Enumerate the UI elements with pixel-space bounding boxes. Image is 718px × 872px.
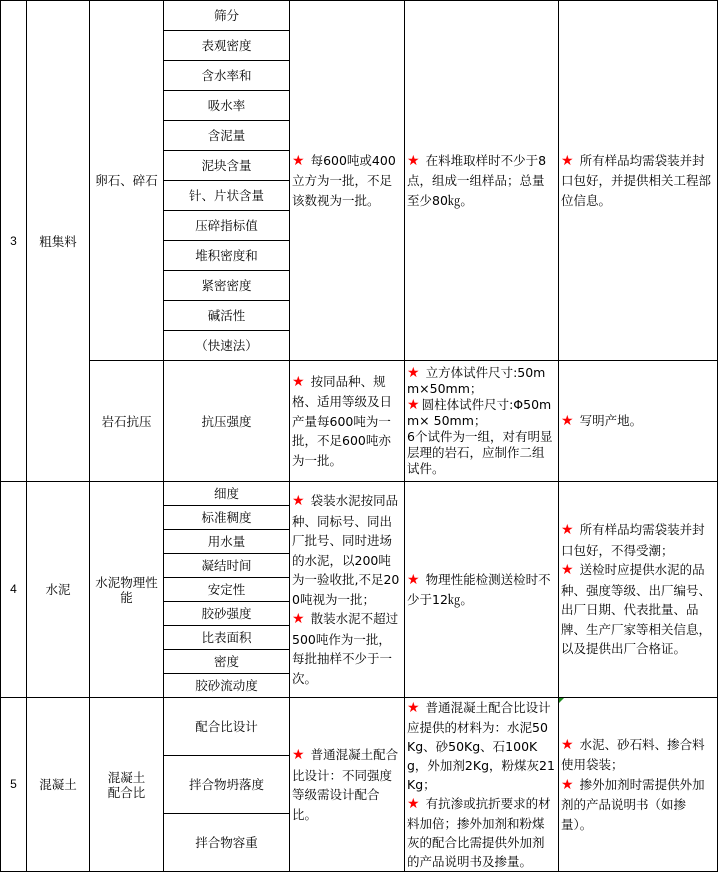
sampling-text: 圆柱体试件尺寸:Φ50mm× 50mm；	[407, 397, 552, 428]
sampling-text: 有抗渗或抗折要求的材料加倍；掺外加剂和粉煤灰的配合比需提供外加剂的产品说明书及掺量。	[407, 796, 551, 869]
batch-rule-cell	[290, 361, 405, 482]
comment-indicator-icon[interactable]	[559, 698, 564, 703]
test-item: 针、片状含量	[164, 181, 290, 211]
star-icon: ★	[561, 736, 574, 753]
notes-cell	[559, 698, 718, 872]
category-name: 水泥	[27, 482, 90, 698]
sampling-text: 在料堆取样时不少于8点，组成一组样品；总量至少80㎏。	[407, 152, 547, 208]
star-icon: ★	[407, 397, 420, 413]
seq-number: 4	[1, 482, 27, 698]
star-icon: ★	[407, 796, 420, 812]
test-item: 吸水率	[164, 91, 290, 121]
star-icon: ★	[292, 373, 305, 390]
sampling-cell	[405, 1, 559, 361]
group-name: 水泥物理性能	[90, 482, 164, 698]
test-item: 用水量	[164, 530, 290, 554]
test-item: 胶砂强度	[164, 602, 290, 626]
star-icon: ★	[561, 522, 574, 539]
notes-text: 掺外加剂时需提供外加剂的产品说明书（如掺量）。	[561, 776, 705, 832]
star-icon: ★	[561, 562, 574, 579]
table-row	[1, 361, 718, 482]
category-name: 混凝土	[27, 698, 90, 872]
table-row	[1, 1, 718, 31]
test-item: 安定性	[164, 578, 290, 602]
test-item: 含水率和	[164, 61, 290, 91]
sampling-cell	[405, 698, 559, 872]
test-item: 拌合物容重	[164, 814, 290, 872]
notes-text: 写明产地。	[579, 412, 643, 428]
star-icon: ★	[292, 493, 305, 509]
table-row	[1, 698, 718, 756]
star-icon: ★	[292, 611, 305, 627]
test-item: 压碎指标值	[164, 211, 290, 241]
batch-rule-text: 散装水泥不超过500吨作为一批，每批抽样不少于一次。	[292, 611, 399, 686]
sampling-cell	[405, 482, 559, 698]
sampling-cell	[405, 361, 559, 482]
notes-cell	[559, 1, 718, 361]
star-icon: ★	[561, 412, 574, 429]
test-item: 含泥量	[164, 121, 290, 151]
star-icon: ★	[561, 776, 574, 793]
test-item: （快速法）	[164, 331, 290, 361]
test-item: 堆积密度和	[164, 241, 290, 271]
test-item: 标准稠度	[164, 506, 290, 530]
batch-rule-cell	[290, 1, 405, 361]
test-item: 紧密密度	[164, 271, 290, 301]
star-icon: ★	[292, 152, 305, 169]
test-item: 抗压强度	[164, 361, 290, 482]
notes-text: 水泥、砂石料、掺合料使用袋装；	[561, 736, 705, 773]
sampling-text: 普通混凝土配合比设计应提供的材料为：水泥50Kg、砂50Kg、石100Kg，外加剂2Kg，粉煤灰21Kg；	[407, 700, 555, 792]
test-item: 比表面积	[164, 626, 290, 650]
group-name: 混凝土配合比	[90, 698, 164, 872]
test-item: 密度	[164, 650, 290, 674]
table-row	[1, 482, 718, 506]
notes-cell	[559, 361, 718, 482]
test-item: 拌合物坍落度	[164, 756, 290, 814]
star-icon: ★	[561, 152, 574, 169]
batch-rule-text: 按同品种、规格、适用等级及日产量每600吨为一批，不足600吨亦为一批。	[292, 373, 393, 468]
test-item: 凝结时间	[164, 554, 290, 578]
test-item: 胶砂流动度	[164, 674, 290, 698]
star-icon: ★	[407, 571, 420, 588]
test-item: 细度	[164, 482, 290, 506]
category-name: 粗集料	[27, 1, 90, 482]
group-name: 岩石抗压	[90, 361, 164, 482]
batch-rule-text: 每600吨或400立方为一批，不足该数视为一批。	[292, 152, 396, 208]
seq-number: 3	[1, 1, 27, 482]
test-item: 配合比设计	[164, 698, 290, 756]
test-item: 表观密度	[164, 31, 290, 61]
test-item: 碱活性	[164, 301, 290, 331]
test-item: 筛分	[164, 1, 290, 31]
batch-rule-text: 袋装水泥按同品种、同标号、同出厂批号、同时进场的水泥，以200吨为一验收批,不足200吨视为一批；	[292, 493, 400, 607]
seq-number: 5	[1, 698, 27, 872]
batch-rule-cell	[290, 698, 405, 872]
notes-cell	[559, 482, 718, 698]
sampling-text: 物理性能检测送检时不少于12㎏。	[407, 571, 551, 607]
sampling-extra-text: 6个试件为一组，对有明显层理的岩石，应制作二组试件。	[407, 429, 553, 476]
star-icon: ★	[407, 700, 420, 716]
notes-text: 所有样品均需袋装并封口包好，不得受潮；	[561, 522, 705, 558]
notes-text: 送检时应提供水泥的品种、强度等级、出厂编号、出厂日期、代表批量、品牌、生产厂家等相关信息，以及提供出厂合格证。	[561, 562, 712, 657]
batch-rule-cell	[290, 482, 405, 698]
test-item: 泥块含量	[164, 151, 290, 181]
notes-text: 所有样品均需袋装并封口包好，并提供相关工程部位信息。	[561, 152, 712, 208]
batch-rule-text: 普通混凝土配合比设计：不同强度等级需设计配合比。	[292, 747, 399, 822]
star-icon: ★	[292, 747, 305, 763]
sampling-text: 立方体试件尺寸:50mm×50mm；	[407, 365, 546, 396]
star-icon: ★	[407, 365, 420, 381]
group-name: 卵石、碎石	[90, 1, 164, 361]
star-icon: ★	[407, 152, 420, 169]
